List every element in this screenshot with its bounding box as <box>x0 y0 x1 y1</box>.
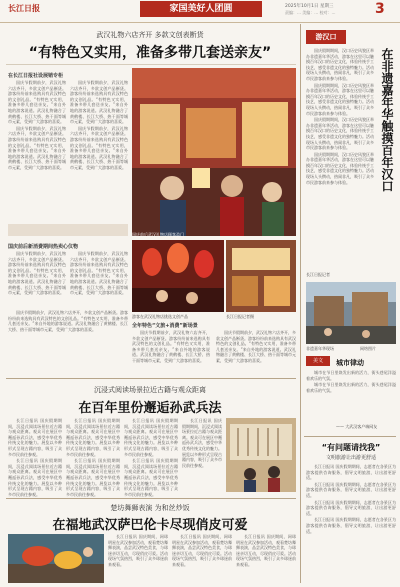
lantern-photo <box>132 240 224 312</box>
article1-subtitle: 武汉礼物六店齐开 多款文创表断货 <box>96 31 204 39</box>
box-body: 城市在节日里焕发出新的活力，街头巷尾洋溢着欢乐的气氛。 城市在节日里焕发出新的活力，街头巷尾洋溢着欢乐的气氛。 <box>306 370 396 393</box>
divider <box>304 436 396 437</box>
article1-title: “有特色又实用，准备多带几套送亲友” <box>28 45 272 61</box>
article2-title: 在百年里份邂逅孙武兵法 <box>78 401 222 416</box>
column-divider <box>300 24 301 583</box>
article2-body-col3: 长江日报讯 国庆假期期间，沉浸式阅读场景拉近古籍与观众距离。观众可在展区中邂逅孙武兵法，感受中华优秀传统文化的魅力。展览以多种形式呈现古籍内容，吸引了众多市民前往参观。 长江日报讯 国庆假期期间，沉浸式阅读场景拉近古籍与观众距离。观众可在展区中邂逅孙武兵法，感受中华优秀传统文化的魅力。展览以多种形式呈现古籍内容，吸引了众多市民前往参观。 <box>124 418 178 497</box>
article1-body-col3: 国庆节假期前夕，武汉礼物六店齐开，多款文创产品断货。游客纷纷前来选购具有武汉特色的文创礼品。“有特色又实用，准备多带几套送亲友。”来自外地的游客说道。武汉礼物融合了黄鹤楼、长江大桥、热干面等城市元素，受到广大游客的喜爱。 <box>8 251 66 296</box>
photo-placeholder-small <box>8 224 128 236</box>
divider <box>6 498 296 499</box>
section-banner: 家国美好人团圆 <box>140 1 262 17</box>
box-label: 美文 <box>306 356 330 366</box>
article3-body-col3: 长江日报讯 国庆期间，网球明星在武汉参加活动，观看楚坊舞狮表演，品尝武汉特色美食，与球迷亲切互动，尽现俏皮可爱。活动现场气氛热烈，吸引了众多球迷前来观看。 <box>236 534 296 567</box>
article3-subtitle: 楚坊舞狮表演 为和丝炒饭 <box>110 504 190 512</box>
dragon-dance-photo <box>8 534 104 583</box>
article1-subhead-1: 在长江日报社设展销专柜 <box>8 73 64 79</box>
article2-body-col2: 长江日报讯 国庆假期期间，沉浸式阅读场景拉近古籍与观众距离。观众可在展区中邂逅孙武兵法，感受中华优秀传统文化的魅力。展览以多种形式呈现古籍内容，吸引了众多市民前往参观。 长江日报讯 国庆假期期间，沉浸式阅读场景拉近古籍与观众距离。观众可在展区中邂逅孙武兵法，感受中华优秀传统文化的魅力。展览以多种形式呈现古籍内容，吸引了众多市民前往参观。 <box>66 418 120 497</box>
article1-body-col7: 国庆节假期前夕，武汉礼物六店齐开，多款文创产品断货。游客纷纷前来选购具有武汉特色的文创礼品。“有特色又实用，准备多带几套送亲友。”来自外地的游客说道。武汉礼物融合了黄鹤楼、长江大桥、热干面等城市元素，受到广大游客的喜爱。 <box>8 310 128 332</box>
page-number: 3 <box>375 1 385 17</box>
box-title: 城市律动 <box>336 359 364 367</box>
bottom-subtitle: 文明旅游让出游更舒适 <box>325 455 376 461</box>
editors: 责编：… 美编：… 校对：… <box>285 10 336 15</box>
bottom-title: “有问题请找我” <box>321 443 381 452</box>
article1-body-col2: 国庆节假期前夕，武汉礼物六店齐开，多款文创产品断货。游客纷纷前来选购具有武汉特色的文创礼品。“有特色又实用，准备多带几套送亲友。”来自外地的游客说道。武汉礼物融合了黄鹤楼、长江大桥、热干面等城市元素，受到广大游客的喜爱。 国庆节假期前夕，武汉礼物六店齐开，多款文创产品断货。游客纷纷前来选购具有武汉特色的文创礼品。“有特色又实用，准备多带几套送亲友。”来自外地的游客说道。武汉礼物融合了黄鹤楼、长江大桥、热干面等城市元素，受到广大游客的喜爱。 <box>70 80 128 170</box>
article2-body-col4: 长江日报讯 国庆假期期间，沉浸式阅读场景拉近古籍与观众距离。观众可在展区中邂逅孙武兵法，感受中华优秀传统文化的魅力。展览以多种形式呈现古籍内容，吸引了众多市民前往参观。 <box>182 418 222 468</box>
dateline: 2025年10月1日 星期三 <box>285 4 334 9</box>
sidebar-photo-credit: 网络图片 <box>360 346 376 351</box>
article1-subhead-2: 国庆前后新消费期间热卖心仪物 <box>8 244 79 250</box>
article2-subtitle: 沉浸式阅读场景拉近古籍与观众距离 <box>94 386 206 394</box>
sidebar-title: 在非遗嘉年华触摸百年汉口 <box>380 48 394 192</box>
sidebar-badge: 游汉口 <box>306 30 346 44</box>
article3-title: 在福地武汉萨巴伦卡尽现俏皮可爱 <box>52 518 248 533</box>
page-header <box>0 0 400 23</box>
store-photo <box>132 68 296 236</box>
exhibit-photo <box>226 418 296 492</box>
article2-body-col1: 长江日报讯 国庆假期期间，沉浸式阅读场景拉近古籍与观众距离。观众可在展区中邂逅孙武兵法，感受中华优秀传统文化的魅力。展览以多种形式呈现古籍内容，吸引了众多市民前往参观。 长江日报讯 国庆假期期间，沉浸式阅读场景拉近古籍与观众距离。观众可在展区中邂逅孙武兵法，感受中华优秀传统文化的魅力。展览以多种形式呈现古籍内容，吸引了众多市民前往参观。 <box>8 418 62 497</box>
box-credit: —— 大武汉客户端网友 <box>336 424 378 429</box>
divider <box>6 64 296 65</box>
sidebar-photo-caption: 非遗嘉年华现场 <box>306 346 334 351</box>
caption-1: 游客在武汉礼物店挑选文创产品 <box>132 314 188 319</box>
caption-3: 长江日报记者摄 <box>226 314 254 319</box>
article1-closing-label: 全年特色“文旅+消费”新场景 <box>132 323 198 329</box>
article3-body-col1: 长江日报讯 国庆期间，网球明星在武汉参加活动，观看楚坊舞狮表演，品尝武汉特色美食，与球迷亲切互动，尽现俏皮可爱。活动现场气氛热烈，吸引了众多球迷前来观看。 <box>108 534 168 567</box>
bottom-body: 长江日报讯 国庆假期期间，志愿者在各景区为游客提供咨询服务，倡导文明旅游，让出游更舒适。 长江日报讯 国庆假期期间，志愿者在各景区为游客提供咨询服务，倡导文明旅游，让出游更舒适。 长江日报讯 国庆假期期间，志愿者在各景区为游客提供咨询服务，倡导文明旅游，让出游更舒适。 长江日报讯 国庆假期期间，志愿者在各景区为游客提供咨询服务，倡导文明旅游，让出游更舒适。 <box>306 464 396 534</box>
paper-name: 长江日报 <box>8 3 40 13</box>
sidebar-credit: 长江日报记者 <box>306 272 330 277</box>
article1-body-col6: 国庆节假期前夕，武汉礼物六店齐开，多款文创产品断货。游客纷纷前来选购具有武汉特色的文创礼品。“有特色又实用，准备多带几套送亲友。”来自外地的游客说道。武汉礼物融合了黄鹤楼、长江大桥、热干面等城市元素，受到广大游客的喜爱。 <box>216 330 296 363</box>
article1-body-col5: 国庆节假期前夕，武汉礼物六店齐开，多款文创产品断货。游客纷纷前来选购具有武汉特色的文创礼品。“有特色又实用，准备多带几套送亲友。”来自外地的游客说道。武汉礼物融合了黄鹤楼、长江大桥、热干面等城市元素，受到广大游客的喜爱。 <box>132 330 210 363</box>
article3-body-col2: 长江日报讯 国庆期间，网球明星在武汉参加活动，观看楚坊舞狮表演，品尝武汉特色美食，与球迷亲切互动，尽现俏皮可爱。活动现场气氛热烈，吸引了众多球迷前来观看。 <box>172 534 232 567</box>
shop-photo <box>226 240 296 312</box>
divider <box>6 378 296 379</box>
article1-body-col4: 国庆节假期前夕，武汉礼物六店齐开，多款文创产品断货。游客纷纷前来选购具有武汉特色的文创礼品。“有特色又实用，准备多带几套送亲友。”来自外地的游客说道。武汉礼物融合了黄鹤楼、长江大桥、热干面等城市元素，受到广大游客的喜爱。 <box>70 251 128 296</box>
sidebar-body: 国庆假期期间，汉口历史风貌区举办非遗嘉年华活动，游客在这里可以触摸百年汉口的历史文化，体验传统手工技艺，感受非遗文化的独特魅力。活动现场人头攒动，热闹非凡，吸引了众多市民游客前来参与体验。 国庆假期期间，汉口历史风貌区举办非遗嘉年华活动，游客在这里可以触摸百年汉口的历史文化，体验传统手工技艺，感受非遗文化的独特魅力。活动现场人头攒动，热闹非凡，吸引了众多市民游客前来参与体验。 国庆假期期间，汉口历史风貌区举办非遗嘉年华活动，游客在这里可以触摸百年汉口的历史文化，体验传统手工技艺，感受非遗文化的独特魅力。活动现场人头攒动，热闹非凡，吸引了众多市民游客前来参与体验。 国庆假期期间，汉口历史风貌区举办非遗嘉年华活动，游客在这里可以触摸百年汉口的历史文化，体验传统手工技艺，感受非遗文化的独特魅力。活动现场人头攒动，热闹非凡，吸引了众多市民游客前来参与体验。 <box>306 48 374 185</box>
article1-body-col1: 国庆节假期前夕，武汉礼物六店齐开，多款文创产品断货。游客纷纷前来选购具有武汉特色的文创礼品。“有特色又实用，准备多带几套送亲友。”来自外地的游客说道。武汉礼物融合了黄鹤楼、长江大桥、热干面等城市元素，受到广大游客的喜爱。 国庆节假期前夕，武汉礼物六店齐开，多款文创产品断货。游客纷纷前来选购具有武汉特色的文创礼品。“有特色又实用，准备多带几套送亲友。”来自外地的游客说道。武汉礼物融合了黄鹤楼、长江大桥、热干面等城市元素，受到广大游客的喜爱。 <box>8 80 66 170</box>
heritage-photo <box>306 282 396 344</box>
caption-2: 国庆前后武汉礼物店顾客盈门 <box>132 232 184 237</box>
